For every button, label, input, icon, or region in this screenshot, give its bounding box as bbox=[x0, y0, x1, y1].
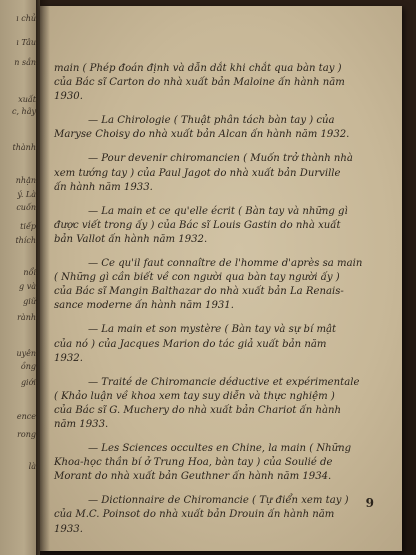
entry-line: — Traité de Chiromancie déductive et expérimentale bbox=[88, 376, 360, 388]
entry-line: của Bác sĩ G. Muchery do nhà xuất bản Chariot ấn hành bbox=[54, 404, 341, 416]
entry-line: Khoa-học thần bí ở Trung Hoa, bàn tay ) của Soulié de bbox=[54, 457, 333, 469]
book-page bbox=[40, 6, 402, 551]
facing-page-fragment: g và bbox=[19, 282, 36, 291]
facing-page-fragment: ý. Là bbox=[17, 190, 36, 199]
entry-line: của M.C. Poinsot do nhà xuất bản Drouin ấn hành năm bbox=[54, 509, 335, 521]
facing-page-fragment: nổi bbox=[23, 268, 36, 277]
entry-line: xem tướng tay ) của Paul Jagot do nhà xuất bản Durville bbox=[54, 167, 341, 179]
bibliography-entry bbox=[54, 152, 390, 194]
entry-line: Maryse Choisy do nhà xuất bản Alcan ấn hành năm 1932. bbox=[54, 129, 350, 141]
facing-page-fragment: thành bbox=[12, 143, 36, 152]
facing-page-fragment: giữ bbox=[23, 297, 36, 306]
entry-line: được viết trong ấy ) của Bác sĩ Louis Gastin do nhà xuất bbox=[54, 219, 341, 231]
facing-page-fragment: xuất bbox=[18, 95, 36, 104]
entry-line: của Bác sĩ Carton do nhà xuất bản Maloine ấn hành năm bbox=[54, 77, 345, 89]
entry-line: bản Vallot ấn hành năm 1932. bbox=[54, 233, 208, 245]
entry-line: năm 1933. bbox=[54, 418, 109, 430]
entry-line: 1933. bbox=[54, 523, 83, 535]
entry-line: — Ce qu'il faut connaître de l'homme d'après sa main bbox=[88, 258, 363, 270]
bibliography-entry bbox=[54, 114, 390, 142]
entry-line: main ( Phép đoán định và dẫn dắt khi chắt qua bàn tay ) bbox=[54, 63, 342, 74]
entry-line: ( Khảo luận về khoa xem tay suy diễn và thực nghiệm ) bbox=[54, 390, 335, 402]
facing-page-fragment: nhận bbox=[15, 176, 36, 185]
facing-page-fragment: c, hãy bbox=[11, 107, 36, 116]
bibliography-entry bbox=[54, 323, 390, 365]
entry-line: — Les Sciences occultes en Chine, la main ( Những bbox=[88, 443, 352, 455]
entry-line: — Pour devenir chiromancien ( Muốn trở thành nhà bbox=[88, 153, 353, 165]
entry-line: ấn hành năm 1933. bbox=[54, 181, 153, 193]
bibliography-entry bbox=[54, 257, 390, 313]
entry-line: — La main et son mystère ( Bàn tay và sự bí mật bbox=[88, 324, 337, 336]
facing-page-fragment: ồng bbox=[20, 362, 36, 371]
entry-line: của Bác sĩ Mangin Balthazar do nhà xuất bản La Renais- bbox=[54, 286, 344, 298]
facing-page-fragment: tiếp bbox=[20, 222, 36, 231]
entry-line: 1930. bbox=[54, 91, 83, 103]
entry-line: — La Chirologie ( Thuật phân tách bàn tay ) của bbox=[88, 115, 335, 127]
bibliography-list bbox=[54, 62, 390, 547]
facing-page-fragment: rong bbox=[17, 430, 36, 439]
facing-page-fragment: ı chủ bbox=[16, 14, 36, 23]
entry-line: Morant do nhà xuất bản Geuthner ấn hành năm 1934. bbox=[54, 471, 332, 483]
bibliography-entry bbox=[54, 62, 390, 104]
entry-line: — Dictionnaire de Chiromancie ( Tự điển xem tay ) bbox=[88, 495, 349, 507]
facing-page-fragment: n sắn bbox=[14, 58, 36, 67]
bibliography-entry bbox=[54, 494, 390, 536]
facing-page-fragment: cuốn bbox=[16, 203, 36, 212]
bibliography-entry bbox=[54, 205, 390, 247]
entry-line: của nó ) của Jacques Marion do tác giả xuất bản năm bbox=[54, 338, 327, 350]
facing-page-fragment: giới bbox=[20, 378, 36, 387]
facing-page-fragment: uyên bbox=[16, 349, 36, 358]
facing-page-fragment: là bbox=[28, 462, 36, 471]
gutter-shadow bbox=[36, 0, 50, 555]
facing-page-fragment: ı Tâu bbox=[16, 38, 36, 47]
facing-page-fragment: ence bbox=[16, 412, 36, 421]
facing-page bbox=[0, 0, 40, 555]
entry-line: 1932. bbox=[54, 352, 83, 364]
entry-line: — La main et ce qu'elle écrit ( Bàn tay và những gì bbox=[88, 205, 348, 217]
bibliography-entry bbox=[54, 442, 390, 484]
entry-line: sance moderne ấn hành năm 1931. bbox=[54, 300, 234, 312]
facing-page-fragment: rành bbox=[17, 313, 36, 322]
bibliography-entry bbox=[54, 376, 390, 432]
page-number: 9 bbox=[365, 496, 374, 510]
facing-page-fragment: thích bbox=[15, 236, 36, 245]
entry-line: ( Những gì cần biết về con người qua bàn tay người ấy ) bbox=[54, 272, 340, 284]
